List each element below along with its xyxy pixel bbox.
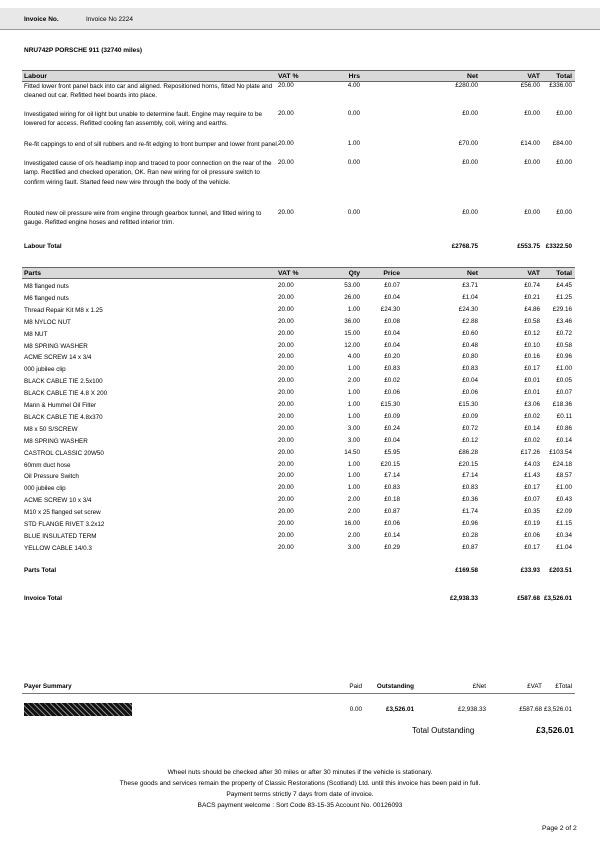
part-price: £0.04 <box>384 341 400 349</box>
part-vat-pct: 20.00 <box>278 448 294 456</box>
labour-total-total: £3322.50 <box>545 243 572 250</box>
part-net: £0.83 <box>462 365 478 373</box>
part-price: £7.14 <box>384 472 400 480</box>
part-vat-pct: 20.00 <box>278 317 294 325</box>
part-vat-pct: 20.00 <box>278 508 294 516</box>
labour-net: £70.00 <box>458 140 478 147</box>
labour-hrs: 0.00 <box>347 110 360 117</box>
part-vat: £0.16 <box>524 353 540 361</box>
part-qty: 14.50 <box>344 448 360 456</box>
part-qty: 1.00 <box>347 401 360 408</box>
labour-vat: £14.00 <box>520 140 540 147</box>
part-vat-pct: 20.00 <box>278 329 294 337</box>
parts-title: Parts <box>24 270 42 277</box>
part-net: £0.06 <box>462 389 478 397</box>
part-description: BLACK CABLE TIE 4.8x370 <box>24 413 103 421</box>
part-total: £0.43 <box>556 496 572 504</box>
part-vat-pct: 20.00 <box>278 460 294 468</box>
part-total: £1.04 <box>556 543 572 551</box>
part-description: STD FLANGE RIVET 3.2x12 <box>24 521 105 528</box>
labour-vat: £0.00 <box>524 209 540 216</box>
part-vat-pct: 20.00 <box>278 282 294 289</box>
parts-qty-header: Qty <box>348 270 360 277</box>
part-qty: 3.00 <box>347 436 360 444</box>
parts-total-header: Total <box>556 270 572 277</box>
part-price: £0.08 <box>384 317 400 325</box>
part-vat: £4.03 <box>524 460 540 468</box>
payer-outstanding-header: Outstanding <box>376 683 414 690</box>
part-vat-pct: 20.00 <box>278 389 294 397</box>
part-description: BLACK CABLE TIE 2.5x100 <box>24 378 103 386</box>
invoice-total-net: £2,938.33 <box>449 595 478 602</box>
part-net: £0.12 <box>462 436 478 444</box>
labour-title: Labour <box>24 73 48 80</box>
part-total: £0.07 <box>556 389 572 397</box>
part-price: £24.30 <box>380 305 400 313</box>
part-net: £0.04 <box>462 377 478 385</box>
part-vat-pct: 20.00 <box>278 353 294 361</box>
part-total: £0.14 <box>556 436 572 444</box>
part-qty: 1.00 <box>347 472 360 480</box>
redacted-payer-name <box>24 703 132 716</box>
part-price: £0.83 <box>384 484 400 492</box>
payer-net-header: £Net <box>472 683 486 690</box>
parts-price-header: Price <box>383 270 400 277</box>
part-vat-pct: 20.00 <box>278 377 294 385</box>
part-description: Thread Repair Kit M8 x 1.25 <box>24 306 103 314</box>
part-total: £0.96 <box>556 353 572 361</box>
part-vat: £0.35 <box>524 508 540 516</box>
part-total: £29.16 <box>552 305 572 313</box>
part-price: £0.04 <box>384 436 400 444</box>
part-total: £4.45 <box>556 282 572 289</box>
part-description: 000 jubilee clip <box>24 485 66 493</box>
payer-vat-header: £VAT <box>527 683 542 690</box>
part-vat: £0.01 <box>524 377 540 385</box>
footer-payment-terms: Payment terms strictly 7 days from date of invoice. <box>226 791 374 798</box>
part-price: £0.83 <box>384 365 400 373</box>
part-total: £0.86 <box>556 424 572 432</box>
parts-vat-header: VAT <box>527 270 540 277</box>
part-description: M8 SPRING WASHER <box>24 437 88 445</box>
part-qty: 53.00 <box>344 282 360 289</box>
part-vat: £1.43 <box>524 472 540 480</box>
part-vat: £0.74 <box>524 282 540 289</box>
part-net: £0.87 <box>462 543 478 551</box>
labour-net-header: Net <box>467 73 478 80</box>
part-description: Mann & Hummel Oil Filter <box>24 402 97 409</box>
part-qty: 3.00 <box>347 424 360 432</box>
labour-hrs: 1.00 <box>347 140 360 147</box>
part-price: £0.06 <box>384 520 400 527</box>
part-net: £1.04 <box>462 293 478 301</box>
part-price: £0.24 <box>384 424 400 432</box>
labour-total-net: £2768.75 <box>451 243 478 250</box>
part-vat: £0.17 <box>524 484 540 492</box>
labour-vat: £0.00 <box>524 159 540 166</box>
labour-description: Fitted lower front panel back into car and aligned. Repositioned horns, fitted No plate and cleaned out car. Refitted heel boards into place. <box>24 83 273 100</box>
part-price: £0.02 <box>384 377 400 385</box>
part-vat: £0.14 <box>524 424 540 432</box>
part-price: £0.14 <box>384 531 400 539</box>
part-qty: 1.00 <box>347 412 360 420</box>
part-price: £5.95 <box>384 448 400 456</box>
part-net: £0.48 <box>462 341 478 349</box>
invoice-total-label: Invoice Total <box>24 595 63 602</box>
part-price: £0.07 <box>384 282 400 289</box>
part-vat-pct: 20.00 <box>278 293 294 301</box>
part-description: YELLOW CABLE 14/0.3 <box>24 544 92 552</box>
part-price: £0.87 <box>384 508 400 516</box>
labour-vat-header: VAT <box>527 73 540 80</box>
part-net: £0.28 <box>462 531 478 539</box>
part-description: M10 x 25 flanged set screw <box>24 509 101 517</box>
part-net: £1.74 <box>462 508 478 516</box>
part-description: 60mm duct hose <box>24 461 71 469</box>
part-vat-pct: 20.00 <box>278 531 294 539</box>
labour-hrs-header: Hrs <box>348 73 360 80</box>
part-vat: £0.12 <box>524 329 540 337</box>
part-price: £0.06 <box>384 389 400 397</box>
part-vat: £0.58 <box>524 317 540 325</box>
part-description: M8 NUT <box>24 330 48 338</box>
part-vat-pct: 20.00 <box>278 401 294 408</box>
payer-net: £2,938.33 <box>457 706 486 713</box>
invoice-total-total: £3,526.01 <box>543 595 572 602</box>
labour-vat-pct-header: VAT % <box>278 73 299 80</box>
vehicle-title: NRU742P PORSCHE 911 (32740 miles) <box>24 47 143 54</box>
part-qty: 16.00 <box>344 520 360 527</box>
labour-hrs: 0.00 <box>347 209 360 216</box>
part-net: £0.60 <box>462 329 478 337</box>
labour-description: Re-fit cappings to end of sill rubbers and re-fit edging to front bumper and lower front panel. <box>24 141 279 148</box>
part-description: M8 flanged nuts <box>24 283 69 290</box>
part-price: £0.09 <box>384 412 400 420</box>
labour-net: £0.00 <box>462 110 478 117</box>
labour-total-label: Labour Total <box>24 243 62 250</box>
footer-property: These goods and services remain the property of Classic Restorations (Scotland) Ltd. until this invoice has been paid in full. <box>119 780 481 787</box>
labour-total: £336.00 <box>549 82 572 89</box>
part-description: M8 x 50 S/SCREW <box>24 425 78 433</box>
part-vat: £4.86 <box>524 305 540 313</box>
part-total: £18.36 <box>552 401 572 408</box>
part-qty: 2.00 <box>347 377 360 385</box>
payer-outstanding: £3,526.01 <box>385 706 414 713</box>
part-vat-pct: 20.00 <box>278 365 294 373</box>
part-vat: £3.06 <box>524 401 540 408</box>
part-vat: £0.19 <box>524 520 540 527</box>
part-total: £1.15 <box>556 520 572 527</box>
part-total: £3.46 <box>556 317 572 325</box>
labour-total-header: Total <box>556 73 572 80</box>
labour-total: £0.00 <box>556 209 572 216</box>
part-net: £0.09 <box>462 412 478 420</box>
part-qty: 3.00 <box>347 543 360 551</box>
labour-description: Routed new oil pressure wire from engine through gearbox tunnel, and fitted wiring to gauge. Refitted engine hoses and refitted interior trim. <box>24 210 262 227</box>
parts-total-net: £169.58 <box>455 567 478 574</box>
part-qty: 1.00 <box>347 305 360 313</box>
part-net: £2.88 <box>462 317 478 325</box>
part-vat-pct: 20.00 <box>278 341 294 349</box>
parts-total-total: £203.51 <box>549 567 572 574</box>
page-number: Page 2 of 2 <box>542 825 577 832</box>
part-vat: £0.01 <box>524 389 540 397</box>
labour-net: £0.00 <box>462 209 478 216</box>
labour-net: £0.00 <box>462 159 478 166</box>
part-total: £8.57 <box>556 472 572 480</box>
part-description: BLUE INSULATED TERM <box>24 532 97 540</box>
part-net: £7.14 <box>462 472 478 480</box>
part-net: £0.96 <box>462 520 478 527</box>
part-vat: £0.17 <box>524 365 540 373</box>
part-net: £0.72 <box>462 424 478 432</box>
part-vat: £0.17 <box>524 543 540 551</box>
labour-total-vat: £553.75 <box>517 243 540 250</box>
part-net: £24.30 <box>458 305 478 313</box>
labour-hrs: 4.00 <box>347 82 360 89</box>
payer-paid: 0.00 <box>349 706 362 713</box>
part-price: £0.04 <box>384 329 400 337</box>
part-price: £0.04 <box>384 293 400 301</box>
part-total: £1.00 <box>556 484 572 492</box>
invoice-total-vat: £587.68 <box>517 595 540 602</box>
parts-net-header: Net <box>467 270 478 277</box>
labour-total: £0.00 <box>556 159 572 166</box>
part-qty: 1.00 <box>347 460 360 468</box>
parts-vat-pct-header: VAT % <box>278 270 299 277</box>
part-total: £0.05 <box>556 377 572 385</box>
part-qty: 1.00 <box>347 389 360 397</box>
part-total: £0.11 <box>556 412 572 420</box>
footer-bacs: BACS payment welcome : Sort Code 83-15-35 Account No. 00126093 <box>197 802 403 809</box>
payer-paid-header: Paid <box>349 683 362 690</box>
labour-vat: £0.00 <box>524 110 540 117</box>
part-net: £15.30 <box>458 401 478 408</box>
labour-vat-pct: 20.00 <box>278 159 294 166</box>
part-net: £3.71 <box>462 282 478 289</box>
part-vat: £0.02 <box>524 436 540 444</box>
part-vat-pct: 20.00 <box>278 424 294 432</box>
part-description: BLACK CABLE TIE 4.8 X 200 <box>24 390 108 398</box>
part-qty: 26.00 <box>344 293 360 301</box>
labour-description: Investigated cause of o/s headlamp inop and traced to poor connection on the rear of the lamp. Rectified and checked operation, OK. Ran new wiring for oil pressure switch to confirm wiring fault. Started feed new wire through the body of the vehicle. <box>24 160 272 186</box>
part-net: £20.15 <box>458 460 478 468</box>
invoice-number-value: Invoice No 2224 <box>86 16 133 23</box>
part-description: CASTROL CLASSIC 20W50 <box>24 449 104 457</box>
labour-vat-pct: 20.00 <box>278 82 294 89</box>
part-vat: £0.06 <box>524 531 540 539</box>
labour-vat: £56.00 <box>520 82 540 89</box>
invoice-number-label: Invoice No. <box>24 16 59 23</box>
part-qty: 12.00 <box>344 341 360 349</box>
part-description: M8 NYLOC NUT <box>24 318 71 326</box>
part-description: ACME SCREW 14 x 3/4 <box>24 354 92 362</box>
part-qty: 1.00 <box>347 484 360 492</box>
part-vat-pct: 20.00 <box>278 520 294 527</box>
part-vat-pct: 20.00 <box>278 543 294 551</box>
part-qty: 1.00 <box>347 365 360 373</box>
labour-net: £280.00 <box>455 82 478 89</box>
part-net: £86.28 <box>458 448 478 456</box>
part-qty: 2.00 <box>347 531 360 539</box>
part-price: £0.18 <box>384 496 400 504</box>
part-vat: £17.26 <box>520 448 540 456</box>
payer-summary-title: Payer Summary <box>24 683 72 690</box>
part-price: £20.15 <box>380 460 400 468</box>
part-total: £0.58 <box>556 341 572 349</box>
part-price: £0.20 <box>384 353 400 361</box>
footer-wheel-nuts: Wheel nuts should be checked after 30 miles or after 30 minutes if the vehicle is stationary. <box>167 769 433 776</box>
payer-total-header: £Total <box>555 683 572 690</box>
labour-header <box>22 70 575 82</box>
labour-vat-pct: 20.00 <box>278 209 294 216</box>
labour-description: Investigated wiring for oil light but unable to determine fault. Engine may require to be lowered for access. Refitted cooling fan assembly, coil, wiring and earths. <box>24 111 263 128</box>
part-price: £0.29 <box>384 543 400 551</box>
part-qty: 2.00 <box>347 496 360 504</box>
labour-total: £84.00 <box>552 140 572 147</box>
part-vat-pct: 20.00 <box>278 472 294 480</box>
part-description: Oil Pressure Switch <box>24 473 79 481</box>
total-outstanding-label: Total Outstanding <box>412 726 475 735</box>
part-total: £0.72 <box>556 329 572 337</box>
part-description: M8 SPRING WASHER <box>24 342 88 350</box>
part-description: ACME SCREW 10 x 3/4 <box>24 497 92 505</box>
labour-vat-pct: 20.00 <box>278 110 294 117</box>
part-vat-pct: 20.00 <box>278 484 294 492</box>
part-net: £0.83 <box>462 484 478 492</box>
part-vat-pct: 20.00 <box>278 412 294 420</box>
part-total: £1.25 <box>556 293 572 301</box>
part-total: £0.34 <box>556 531 572 539</box>
part-vat-pct: 20.00 <box>278 436 294 444</box>
payer-vat: £587.68 <box>519 706 542 713</box>
part-total: £1.00 <box>556 365 572 373</box>
part-vat-pct: 20.00 <box>278 496 294 504</box>
part-qty: 36.00 <box>344 317 360 325</box>
parts-header <box>22 267 575 279</box>
part-total: £103.54 <box>549 448 572 456</box>
labour-hrs: 0.00 <box>347 159 360 166</box>
parts-total-label: Parts Total <box>24 567 57 574</box>
part-vat: £0.07 <box>524 496 540 504</box>
part-description: 000 jubilee clip <box>24 366 66 374</box>
part-net: £0.36 <box>462 496 478 504</box>
payer-summary-header <box>22 682 575 694</box>
part-total: £24.18 <box>552 460 572 468</box>
part-vat: £0.10 <box>524 341 540 349</box>
part-qty: 15.00 <box>344 329 360 337</box>
payer-total: £3,526.01 <box>543 706 572 713</box>
total-outstanding-value: £3,526.01 <box>536 725 574 735</box>
part-qty: 2.00 <box>347 508 360 516</box>
part-price: £15.30 <box>380 401 400 408</box>
part-vat: £0.21 <box>524 293 540 301</box>
labour-total: £0.00 <box>556 110 572 117</box>
part-vat-pct: 20.00 <box>278 305 294 313</box>
labour-vat-pct: 20.00 <box>278 140 294 147</box>
invoice-header <box>0 8 600 30</box>
part-qty: 4.00 <box>347 353 360 361</box>
part-description: M6 flanged nuts <box>24 294 69 302</box>
part-net: £0.80 <box>462 353 478 361</box>
parts-total-vat: £33.93 <box>520 567 540 574</box>
part-vat: £0.02 <box>524 412 540 420</box>
part-total: £2.09 <box>556 508 572 516</box>
